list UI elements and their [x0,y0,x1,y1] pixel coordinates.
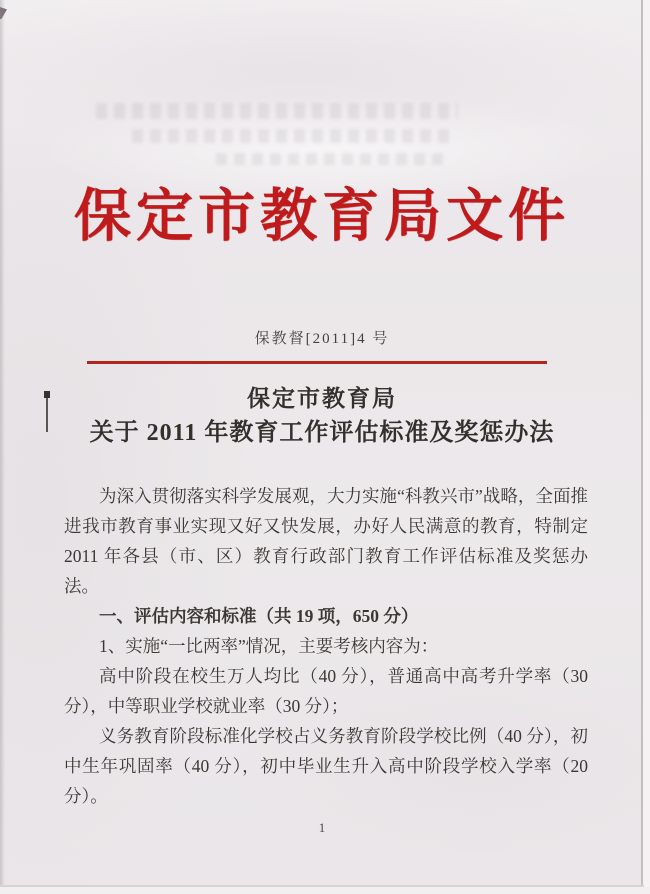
bleed-through-ghost-text [216,153,448,165]
section-1-heading: 一、评估内容和标准（共 19 项，650 分） [99,606,419,626]
page-number: 1 [318,820,326,835]
paragraph-intro: 为深入贯彻落实科学发展观，大力实施“科教兴市”战略，全面推进我市教育事业实现又好又快发展，办好人民满意的教育，特制定 2011 年各县（市、区）教育行政部门教育工作评估标准及奖惩办法。 [64,486,588,596]
red-separator-rule [87,361,547,364]
item-1-detail-2: 义务教育阶段标准化学校占义务教育阶段学校比例（40 分），初中生年巩固率（40 分），初中毕业生升入高中阶段学校入学率（20 分）。 [64,726,588,806]
item-1-detail-1: 高中阶段在校生万人均比（40 分），普通高中高考升学率（30分），中等职业学校就业率（30 分）； [64,666,588,716]
scanner-right-margin [643,0,650,894]
letterhead-banner-title: 保定市教育局文件 [74,185,570,248]
scanner-bottom-margin [0,887,650,894]
bleed-through-ghost-text [132,129,450,143]
document-title-line1: 保定市教育局 [247,386,397,411]
document-title-line2: 关于 2011 年教育工作评估标准及奖惩办法 [89,420,555,446]
item-1-lead: 1、实施“一比两率”情况，主要考核内容为： [99,636,439,656]
bleed-through-ghost-text [96,103,458,119]
document-reference-number: 保教督[2011]4 号 [254,331,390,347]
paper-left-edge-shadow [0,0,5,894]
document-body [64,481,588,811]
